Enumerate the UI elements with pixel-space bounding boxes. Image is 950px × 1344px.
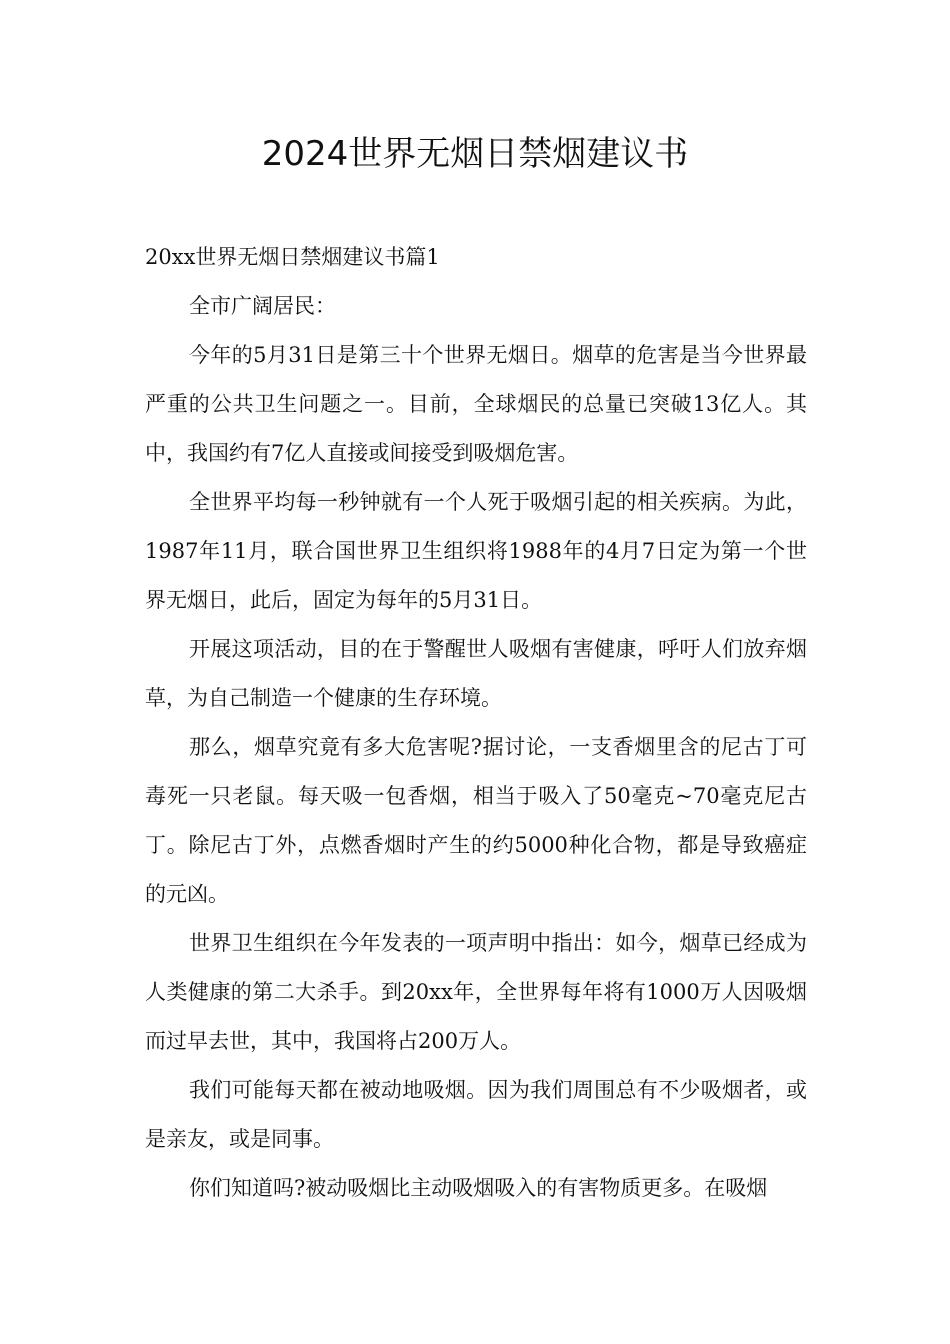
paragraph: 今年的5月31日是第三十个世界无烟日。烟草的危害是当今世界最严重的公共卫生问题之一。目前，全球烟民的总量已突破13亿人。其中，我国约有7亿人直接或间接受到吸烟危害。 [145,343,807,465]
paragraph: 我们可能每天都在被动地吸烟。因为我们周围总有不少吸烟者，或是亲友，或是同事。 [145,1078,807,1151]
document-title: 2024世界无烟日禁烟建议书 [261,134,689,174]
paragraph: 世界卫生组织在今年发表的一项声明中指出：如今，烟草已经成为人类健康的第二大杀手。到20xx年，全世界每年将有1000万人因吸烟而过早去世，其中，我国将占200万人。 [145,931,807,1053]
section-heading: 20xx世界无烟日禁烟建议书篇1 [145,245,440,269]
paragraph: 那么，烟草究竟有多大危害呢?据讨论，一支香烟里含的尼古丁可毒死一只老鼠。每天吸一包香烟，相当于吸入了50毫克~70毫克尼古丁。除尼古丁外，点燃香烟时产生的约5000种化合物，都是导致癌症的元凶。 [145,735,807,906]
document-body [145,233,807,1213]
salutation: 全市广阔居民： [189,294,336,318]
paragraph: 你们知道吗?被动吸烟比主动吸烟吸入的有害物质更多。在吸烟 [189,1176,768,1200]
paragraph: 全世界平均每一秒钟就有一个人死于吸烟引起的相关疾病。为此，1987年11月，联合国世界卫生组织将1988年的4月7日定为第一个世界无烟日，此后，固定为每年的5月31日。 [145,490,807,612]
paragraph: 开展这项活动，目的在于警醒世人吸烟有害健康，呼吁人们放弃烟草，为自己制造一个健康的生存环境。 [145,637,807,710]
